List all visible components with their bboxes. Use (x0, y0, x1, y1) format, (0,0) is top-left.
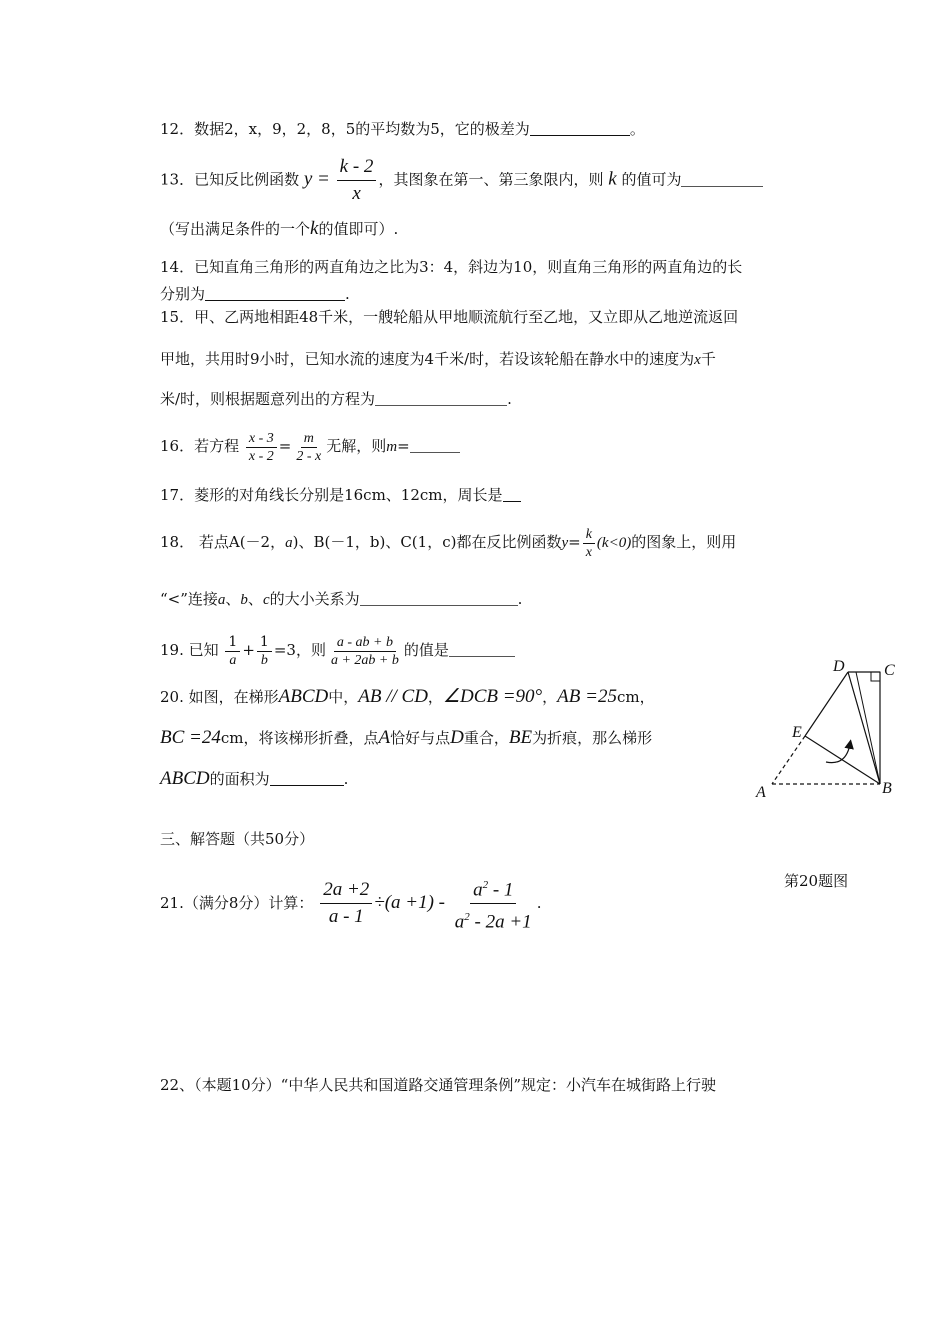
q19-f3-denominator: a + 2ab + b (330, 652, 399, 668)
edge-inner (856, 672, 880, 784)
q18-eq: = (568, 533, 581, 551)
q20-bc24: BC =24 (160, 727, 221, 748)
q21-f2-denominator (452, 904, 535, 935)
q19-plus: + (242, 641, 255, 659)
q21-f1-denominator: a - 1 (328, 906, 364, 928)
q12-end: 。 (629, 120, 645, 138)
q16-suffix: 无解，则 (326, 437, 387, 455)
q13-line2-prefix: （写出满足条件的一个 (160, 220, 311, 238)
q20-point-d: D (450, 727, 464, 748)
section-3-title: 三、解答题（共50分） (160, 830, 315, 848)
q18-line2-suffix: 的大小关系为 (269, 590, 360, 608)
q17-text: 17．菱形的对角线长分别是16cm、12cm，周长是 (160, 486, 503, 504)
q20-abcd2: ABCD (160, 768, 210, 789)
figure-caption: 第20题图 (784, 872, 849, 890)
q13-line2-var: k (310, 218, 319, 239)
q13-suffix: 的值可为 (621, 170, 682, 189)
q21-f2-numerator (470, 872, 516, 904)
q21-prefix: 21.（满分8分）计算： (160, 893, 314, 912)
q19-f1-denominator: a (229, 652, 237, 668)
q15-line2-var: x (694, 352, 701, 368)
q21-f2-den-exp: 2 (464, 911, 470, 924)
q13-frac-denominator: x (352, 183, 361, 204)
q18-sep1: 、 (225, 590, 241, 608)
q20-l2-mid: cm，将该梯形折叠，点 (220, 729, 379, 747)
q20-l1-mid1: 中， (328, 688, 359, 706)
q21-f2-num-rest: - 1 (488, 879, 514, 901)
label-c: C (884, 662, 895, 679)
q19-f3-numerator: a - ab + b (334, 634, 396, 652)
q18-suffix: 的图象上，则用 (631, 533, 737, 551)
q14-line1: 14．已知直角三角形的两直角边之比为3：4，斜边为10，则直角三角形的两直角边的长 (160, 258, 743, 276)
q18-line2-prefix: “<”连接 (160, 590, 218, 608)
label-d: D (833, 658, 845, 675)
q16-frac1-denominator: x - 2 (248, 448, 274, 464)
q19-f2-denominator: b (260, 652, 268, 668)
q20-l2-mid3: 重合， (463, 729, 509, 747)
q20-ab25: AB =25 (557, 686, 617, 707)
q21-fraction-2 (452, 872, 535, 936)
q15-line2-suffix: 千 (700, 350, 716, 368)
q21-fraction-1 (320, 877, 372, 930)
q18-end: . (517, 590, 523, 608)
q18-var-a: a (217, 592, 226, 608)
q20-cm: cm， (616, 688, 655, 706)
q20-l2-suffix: 为折痕，那么梯形 (532, 729, 653, 747)
q21-division: ÷(a +1) - (374, 891, 445, 913)
q20-l3-suffix: 的面积为 (209, 770, 270, 788)
q20-be: BE (508, 727, 533, 748)
q16-frac2-denominator: 2 - x (296, 448, 322, 464)
q16-frac1-numerator: x - 3 (246, 430, 277, 448)
q16-eq: = (278, 437, 292, 455)
q16-var: m (386, 439, 398, 455)
q15-line3: 米/时，则根据题意列出的方程为 (160, 390, 376, 408)
q18-sep2: 、 (247, 590, 263, 608)
q20-ab-parallel-cd: AB // CD (358, 686, 428, 707)
q13-line2-suffix: 的值即可）. (318, 220, 399, 238)
question-21 (160, 872, 541, 936)
q20-l2-mid2: 恰好与点 (390, 729, 451, 747)
q18-var-b: b (240, 592, 248, 608)
q12-text: 12．数据2，x，9，2，8，5的平均数为5，它的极差为 (160, 120, 530, 138)
edge-de (805, 672, 848, 736)
q15-end: . (507, 390, 512, 408)
q19-eq: =3，则 (273, 641, 326, 659)
q21-f1-numerator: 2a +2 (320, 877, 372, 904)
right-angle-mark (871, 672, 880, 681)
q18-mid: )、B(－1，b)、C(1，c)都在反比例函数 (292, 533, 562, 551)
q20-abcd: ABCD (278, 686, 329, 707)
q21-end: . (536, 893, 542, 912)
q16-prefix: 16．若方程 (160, 437, 240, 455)
q18-condition: (k<0) (596, 535, 632, 551)
q18-prefix: 18． 若点A(－2， (160, 533, 286, 551)
q20-end: . (343, 770, 349, 788)
q18-y: y (561, 535, 569, 551)
q18-frac-denominator: x (585, 544, 592, 560)
q13-prefix: 13．已知反比例函数 (160, 170, 300, 189)
question-22: 22、（本题10分）“中华人民共和国道路交通管理条例”规定：小汽车在城街路上行驶 (160, 1076, 717, 1094)
q20-comma2: ， (542, 688, 558, 706)
edge-ea-dashed (772, 736, 805, 784)
q13-frac-numerator: k - 2 (337, 154, 377, 181)
q21-f2-num-exp: 2 (482, 879, 489, 891)
q18-frac-numerator: k (583, 526, 595, 544)
fold-arrow-icon (826, 744, 850, 763)
q13-var: k (608, 168, 617, 190)
q16-eq2: = (397, 437, 410, 455)
q21-f2-num-base: a (473, 879, 483, 901)
q19-prefix: 19. 已知 (160, 641, 219, 659)
label-a: A (756, 784, 766, 801)
q18-var-c: c (262, 592, 270, 608)
q20-comma: ， (427, 688, 443, 706)
q19-f1-numerator: 1 (225, 634, 240, 652)
q20-angle: ∠DCB =90° (442, 686, 543, 707)
q15-line2-prefix: 甲地，共用时9小时，已知水流的速度为4千米/时，若设该轮船在静水中的速度为 (160, 350, 695, 368)
q13-mid: ，其图象在第一、第三象限内，则 (378, 170, 604, 189)
q13-lhs: y = (303, 168, 330, 190)
q21-f2-den-base: a (454, 911, 465, 933)
q20-l1-prefix: 20. 如图，在梯形 (160, 688, 279, 706)
q19-f2-numerator: 1 (257, 634, 272, 652)
label-e: E (792, 724, 802, 741)
q14-line2: 分别为 (160, 285, 206, 303)
q20-point-a: A (378, 727, 391, 748)
q16-frac2-numerator: m (301, 430, 317, 448)
q19-suffix: 的值是 (403, 641, 449, 659)
q14-end: . (345, 285, 350, 303)
q15-line1: 15．甲、乙两地相距48千米，一艘轮船从甲地顺流航行至乙地，又立即从乙地逆流返回 (160, 308, 739, 326)
q18-a: a (285, 535, 293, 551)
label-b: B (882, 780, 892, 797)
q21-f2-den-rest: - 2a +1 (469, 911, 532, 933)
